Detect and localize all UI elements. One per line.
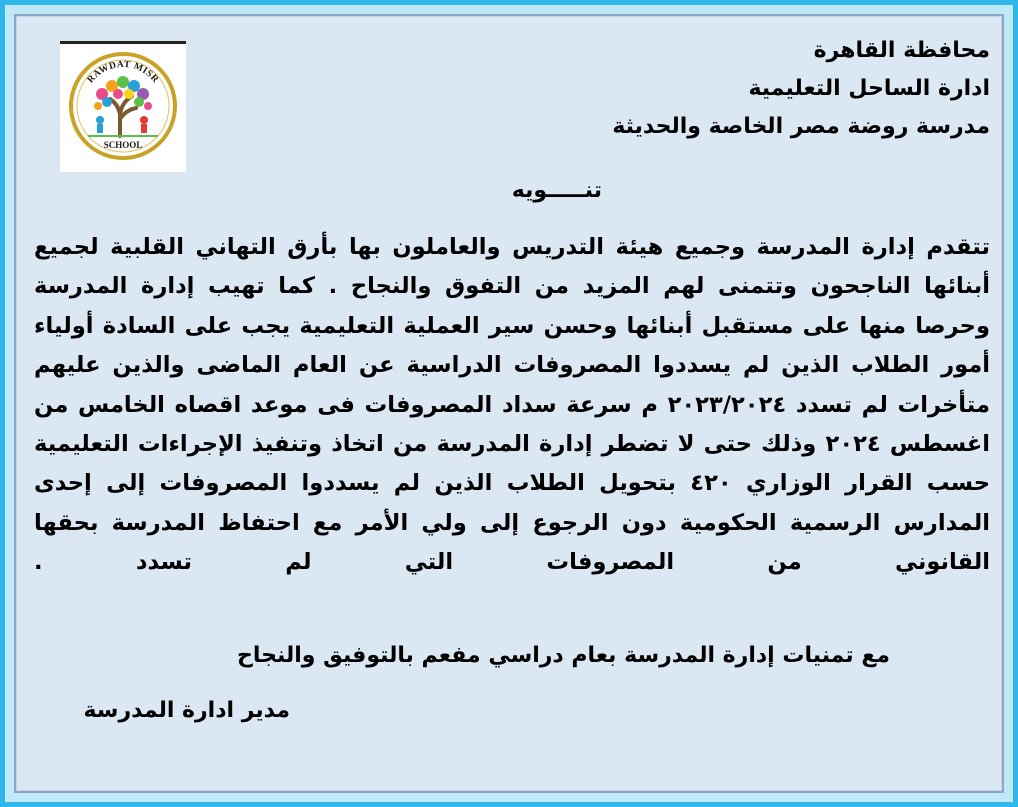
school-logo-emblem (60, 44, 186, 169)
signature-line: مدير ادارة المدرسة (83, 698, 290, 723)
frame-bevel (5, 5, 1013, 802)
school-name-heading: مدرسة روضة مصر الخاصة والحديثة (612, 114, 990, 139)
notice-body: تتقدم إدارة المدرسة وجميع هيئة التدريس والعاملون بها بأرق التهاني القلبية لجميع أبنائها الناجحون وتتمنى لهم المزيد من التفوق والنجاح . كما تهيب إدارة المدرسة وحرصا منها على مستقبل أبنائها وحسن سير العملية التعليمية يجب على السادة أولياء أمور الطلاب الذين لم يسددوا المصروفات الدراسية عن العام الماضى والذين عليهم متأخرات لم تسدد ٢٠٢٣/٢٠٢٤ م سرعة سداد المصروفات فى موعد اقصاه الخامس من اغسطس ٢٠٢٤ وذلك حتى لا تضطر إدارة المدرسة من اتخاذ وتنفيذ الإجراءات التعليمية حسب القرار الوزاري ٤٢٠ بتحويل الطلاب الذين لم يسددوا المصروفات إلى إحدى المدارس الرسمية الحكومية دون الرجوع إلى ولي الأمر مع احتفاظ المدرسة بحقها القانوني من المصروفات التي لم تسدد . (34, 234, 991, 576)
svg-text:SCHOOL: SCHOOL (103, 140, 143, 150)
svg-text:RAWDAT MISR: RAWDAT MISR (85, 59, 161, 86)
school-logo (60, 41, 186, 172)
closing-wishes: مع تمنيات إدارة المدرسة بعام دراسي مفعم بالتوفيق والنجاح (237, 643, 890, 668)
administration-heading: ادارة الساحل التعليمية (748, 76, 990, 101)
notice-panel (14, 14, 1004, 793)
notice-title: تنـــــويه (511, 178, 602, 203)
governorate-heading: محافظة القاهرة (813, 38, 990, 63)
